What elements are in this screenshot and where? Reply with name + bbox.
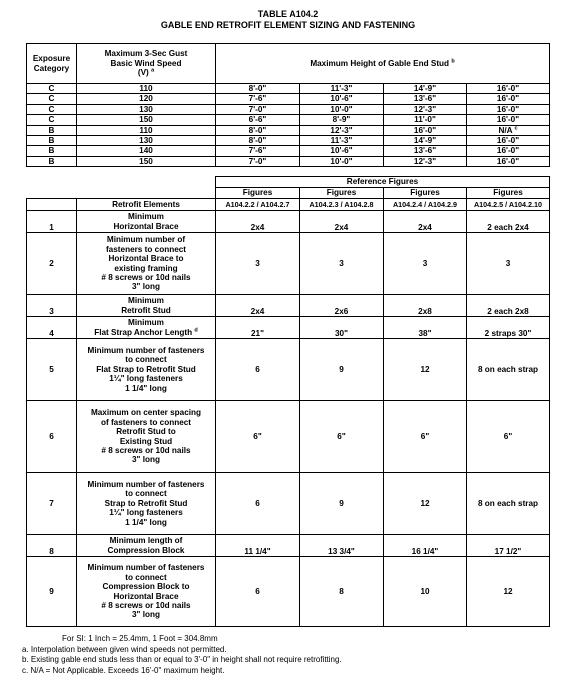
description-line: Minimum number of fasteners	[87, 479, 205, 489]
description-line: # 8 screws or 10d nails	[101, 272, 191, 282]
wind-speed-cell: 130	[77, 104, 216, 114]
figure-ref-4: A104.2.5 / A104.2.10	[467, 199, 550, 211]
wind-row	[27, 94, 550, 104]
stud-height-cell: 8'-0"	[216, 125, 300, 135]
description-line: # 8 screws or 10d nails	[101, 445, 191, 455]
si-conversion-note: For SI: 1 Inch = 25.4mm, 1 Foot = 304.8mm	[62, 634, 218, 643]
item-number: 6	[27, 401, 77, 473]
exposure-cell: C	[27, 104, 77, 114]
figure-value-cell: 6	[216, 473, 300, 535]
description-line: Minimum number of	[106, 235, 186, 245]
figure-value-cell: 16 1/4"	[384, 535, 467, 557]
retrofit-elements-header: Retrofit Elements	[77, 199, 216, 211]
description-line: Minimum	[128, 212, 164, 222]
table-title: TABLE A104.2	[257, 9, 319, 19]
wind-speed-cell: 110	[77, 84, 216, 94]
stud-height-cell: 7'-0"	[216, 156, 300, 166]
figure-value-cell: 21"	[216, 317, 300, 339]
description-line: Horizontal Brace to	[108, 254, 184, 264]
wind-speed-header: Maximum 3-Sec Gust Basic Wind Speed (V) $^a$	[77, 44, 216, 84]
figure-value-cell: 6"	[300, 401, 384, 473]
wind-speed-cell: 110	[77, 125, 216, 135]
figure-value-cell: 10	[384, 557, 467, 627]
retrofit-row	[27, 535, 550, 557]
description-line: Existing Stud	[119, 436, 173, 446]
description-line: Flat Strap Anchor Length $^d$	[94, 326, 198, 337]
figure-ref-1: A104.2.2 / A104.2.7	[216, 199, 300, 211]
retrofit-row	[27, 233, 550, 295]
wind-row	[27, 115, 550, 125]
figures-label-4: Figures	[467, 188, 550, 199]
description-line: Retrofit Stud	[121, 305, 171, 315]
description-line: Minimum	[128, 296, 164, 306]
stud-height-cell: 11'-3"	[300, 84, 384, 94]
figure-value-cell: 9	[300, 339, 384, 401]
figure-value-cell: 2x4	[216, 295, 300, 317]
figure-value-cell: 2x6	[300, 295, 384, 317]
item-number: 8	[27, 535, 77, 557]
description-line: Minimum number of fasteners	[87, 563, 205, 573]
wind-row	[27, 136, 550, 146]
stud-height-cell: 12'-3"	[384, 104, 467, 114]
stud-height-cell: 16'-0"	[467, 156, 550, 166]
figure-value-cell: 2x4	[300, 211, 384, 233]
item-number: 4	[27, 317, 77, 339]
description-line: 3" long	[132, 610, 160, 620]
item-number: 2	[27, 233, 77, 295]
stud-height-cell: 14'-9"	[384, 136, 467, 146]
figure-value-cell: 38"	[384, 317, 467, 339]
figure-value-cell: 11 1/4"	[216, 535, 300, 557]
item-number: 7	[27, 473, 77, 535]
item-number: 1	[27, 211, 77, 233]
retrofit-element-description	[77, 401, 216, 473]
exposure-category-header: Exposure Category	[27, 44, 77, 84]
exposure-cell: C	[27, 94, 77, 104]
stud-height-cell: 7'-0"	[216, 104, 300, 114]
footnote-a: a. Interpolation between given wind speeds not permitted.	[22, 644, 227, 654]
description-line: Minimum length of	[109, 536, 183, 546]
description-line: Minimum number of fasteners	[87, 345, 205, 355]
description-line: fasteners to connect	[105, 244, 187, 254]
exposure-cell: B	[27, 136, 77, 146]
stud-height-cell: 16'-0"	[467, 84, 550, 94]
reference-figures-header: Reference Figures	[216, 177, 550, 188]
figures-label-1: Figures	[216, 188, 300, 199]
table-subtitle: GABLE END RETROFIT ELEMENT SIZING AND FASTENING	[160, 20, 416, 30]
stud-height-cell: 6'-6"	[216, 115, 300, 125]
description-line: 1¼" long fasteners	[109, 508, 183, 518]
retrofit-row	[27, 211, 550, 233]
description-line: 1 1/4" long	[125, 383, 167, 393]
wind-speed-cell: 150	[77, 115, 216, 125]
na-footnote-marker: c	[514, 125, 518, 131]
description-line: of fasteners to connect	[100, 417, 192, 427]
figure-value-cell: 6	[216, 557, 300, 627]
retrofit-elements-table	[26, 176, 550, 627]
item-number: 5	[27, 339, 77, 401]
description-line: 3" long	[132, 282, 160, 292]
figure-value-cell: 8 on each strap	[467, 339, 550, 401]
stud-height-cell: 7'-6"	[216, 146, 300, 156]
stud-height-cell: 14'-9"	[384, 84, 467, 94]
footnote-marker: d	[194, 326, 198, 333]
figure-value-cell: 2x4	[216, 211, 300, 233]
figure-value-cell: 6"	[216, 401, 300, 473]
item-number: 3	[27, 295, 77, 317]
stud-height-cell: 16'-0"	[467, 104, 550, 114]
footnotes	[22, 634, 342, 676]
figure-value-cell: 12	[384, 339, 467, 401]
description-line: 1¼" long fasteners	[109, 374, 183, 384]
figure-value-cell: 2 straps 30"	[467, 317, 550, 339]
description-line: 3" long	[132, 455, 160, 465]
wind-row	[27, 125, 550, 135]
wind-row	[27, 146, 550, 156]
retrofit-row	[27, 317, 550, 339]
figure-value-cell: 3	[300, 233, 384, 295]
description-line: Compression Block	[107, 545, 185, 555]
figure-value-cell: 6"	[467, 401, 550, 473]
retrofit-element-description	[77, 557, 216, 627]
description-line: Minimum	[128, 318, 164, 328]
description-line: Horizontal Brace	[113, 591, 179, 601]
footnote-b: b. Existing gable end studs less than or equal to 3'-0" in height shall not require retrofitting.	[22, 655, 342, 664]
stud-height-cell: 10'-6"	[300, 94, 384, 104]
retrofit-row	[27, 557, 550, 627]
retrofit-row	[27, 339, 550, 401]
figure-value-cell: 17 1/2"	[467, 535, 550, 557]
stud-height-cell: 16'-0"	[467, 136, 550, 146]
description-line: Compression Block to	[102, 582, 190, 592]
description-line: 1 1/4" long	[125, 517, 167, 527]
exposure-cell: B	[27, 156, 77, 166]
figure-value-cell: 3	[467, 233, 550, 295]
stud-height-cell: 11'-3"	[300, 136, 384, 146]
stud-height-cell: 7'-6"	[216, 94, 300, 104]
description-line: Retrofit Stud to	[116, 427, 176, 437]
description-line: Strap to Retrofit Stud	[104, 498, 188, 508]
figure-value-cell: 13 3/4"	[300, 535, 384, 557]
wind-speed-cell: 140	[77, 146, 216, 156]
wind-row	[27, 84, 550, 94]
figure-value-cell: 3	[384, 233, 467, 295]
figure-value-cell: 2x4	[384, 211, 467, 233]
figure-value-cell: 12	[467, 557, 550, 627]
stud-height-cell: 16'-0"	[467, 115, 550, 125]
stud-height-cell: 16'-0"	[467, 94, 550, 104]
stud-height-cell: 16'-0"	[384, 125, 467, 135]
retrofit-element-description	[77, 339, 216, 401]
description-line: Maximum on center spacing	[90, 408, 202, 418]
description-line: existing framing	[114, 263, 178, 273]
figure-value-cell: 2x8	[384, 295, 467, 317]
stud-height-cell: 12'-3"	[384, 156, 467, 166]
retrofit-row	[27, 401, 550, 473]
figure-value-cell: 3	[216, 233, 300, 295]
figure-ref-3: A104.2.4 / A104.2.9	[384, 199, 467, 211]
description-line: to connect	[125, 572, 167, 582]
figure-value-cell: 30"	[300, 317, 384, 339]
retrofit-row	[27, 295, 550, 317]
figure-value-cell: 8 on each strap	[467, 473, 550, 535]
figure-value-cell: 2 each 2x8	[467, 295, 550, 317]
exposure-cell: C	[27, 115, 77, 125]
stud-height-cell: 10'-0"	[300, 104, 384, 114]
stud-height-cell: 8'-0"	[216, 84, 300, 94]
stud-height-cell: N/A $^c$	[467, 125, 550, 135]
retrofit-row	[27, 473, 550, 535]
figure-value-cell: 8	[300, 557, 384, 627]
wind-speed-cell: 130	[77, 136, 216, 146]
stud-height-cell: 13'-6"	[384, 94, 467, 104]
description-line: to connect	[125, 355, 167, 365]
figure-value-cell: 9	[300, 473, 384, 535]
stud-height-cell: 12'-3"	[300, 125, 384, 135]
wind-height-table	[26, 43, 550, 167]
description-line: Flat Strap to Retrofit Stud	[96, 364, 196, 374]
retrofit-element-description	[77, 535, 216, 557]
figure-ref-2: A104.2.3 / A104.2.8	[300, 199, 384, 211]
description-line: to connect	[125, 489, 167, 499]
figures-label-2: Figures	[300, 188, 384, 199]
retrofit-element-description	[77, 211, 216, 233]
figure-value-cell: 2 each 2x4	[467, 211, 550, 233]
stud-height-cell: 11'-0"	[384, 115, 467, 125]
retrofit-element-description	[77, 295, 216, 317]
figure-value-cell: 6"	[384, 401, 467, 473]
stud-height-cell: 16'-0"	[467, 146, 550, 156]
description-line: # 8 screws or 10d nails	[101, 600, 191, 610]
description-line: Horizontal Brace	[113, 221, 179, 231]
figure-value-cell: 6	[216, 339, 300, 401]
stud-height-cell: 8'-0"	[216, 136, 300, 146]
stud-height-cell: 13'-6"	[384, 146, 467, 156]
wind-row	[27, 156, 550, 166]
item-number: 9	[27, 557, 77, 627]
figure-value-cell: 12	[384, 473, 467, 535]
wind-speed-cell: 120	[77, 94, 216, 104]
retrofit-element-description	[77, 317, 216, 339]
figures-label-3: Figures	[384, 188, 467, 199]
footnote-c: c. N/A = Not Applicable. Exceeds 16'-0" maximum height.	[22, 665, 225, 675]
exposure-cell: B	[27, 125, 77, 135]
stud-height-cell: 8'-9"	[300, 115, 384, 125]
retrofit-element-description	[77, 473, 216, 535]
stud-height-cell: 10'-6"	[300, 146, 384, 156]
retrofit-element-description	[77, 233, 216, 295]
wind-row	[27, 104, 550, 114]
wind-speed-cell: 150	[77, 156, 216, 166]
exposure-cell: C	[27, 84, 77, 94]
exposure-cell: B	[27, 146, 77, 156]
stud-height-cell: 10'-0"	[300, 156, 384, 166]
gable-stud-height-header: Maximum Height of Gable End Stud $^b$	[216, 44, 550, 84]
